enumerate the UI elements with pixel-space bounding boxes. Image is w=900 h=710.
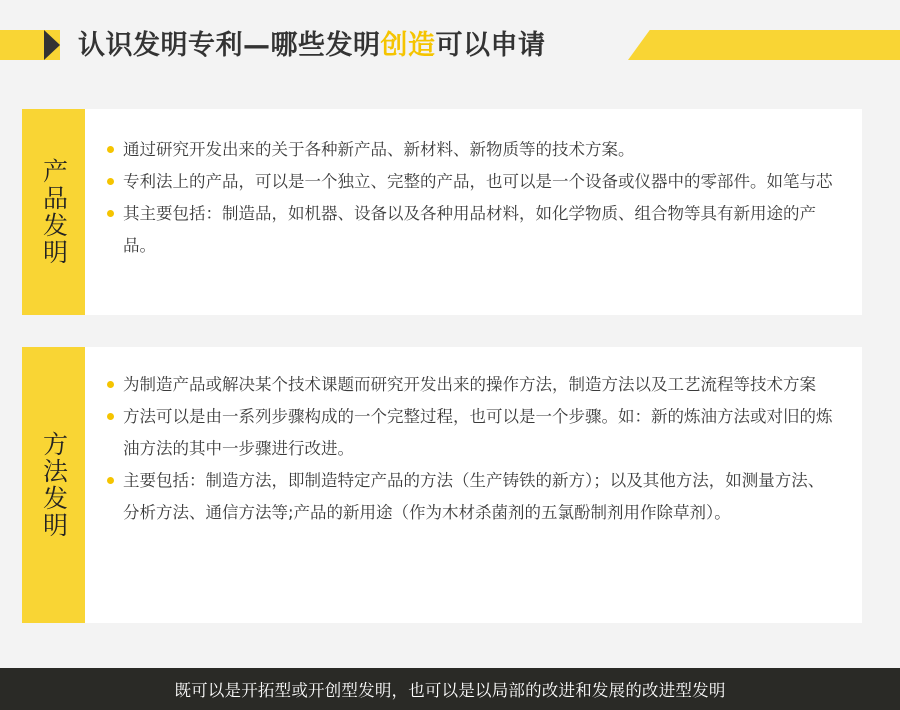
list-item bbox=[107, 166, 840, 198]
list-item-text: 主要包括：制造方法，即制造特定产品的方法（生产铸铁的新方）；以及其他方法，如测量方法、分析方法、通信方法等;产品的新用途（作为木材杀菌剂的五氯酚制剂用作除草剂）。 bbox=[123, 471, 825, 522]
method-invention-card bbox=[22, 347, 862, 623]
list-item bbox=[107, 134, 840, 166]
list-item bbox=[107, 369, 840, 401]
list-item bbox=[107, 401, 840, 465]
bullet-dot-icon bbox=[107, 178, 114, 185]
bullet-dot-icon bbox=[107, 146, 114, 153]
method-invention-list bbox=[107, 369, 840, 529]
bullet-dot-icon bbox=[107, 477, 114, 484]
method-invention-content bbox=[85, 347, 862, 623]
product-invention-content bbox=[85, 109, 862, 315]
footer-text: 既可以是开拓型或开创型发明，也可以是以局部的改进和发展的改进型发明 bbox=[174, 681, 726, 700]
list-item-text: 方法可以是由一系列步骤构成的一个完整过程，也可以是一个步骤。如：新的炼油方法或对旧的炼油方法的其中一步骤进行改进。 bbox=[123, 407, 833, 458]
method-invention-label-block bbox=[22, 347, 85, 623]
bullet-dot-icon bbox=[107, 210, 114, 217]
title-part2: 可以申请 bbox=[435, 30, 546, 61]
product-invention-label-block bbox=[22, 109, 85, 315]
list-item-text: 为制造产品或解决某个技术课题而研究开发出来的操作方法，制造方法以及工艺流程等技术方案 bbox=[123, 375, 816, 394]
footer-banner bbox=[0, 668, 900, 710]
header-right-accent-bar bbox=[628, 30, 900, 60]
title-part1: 认识发明专利—哪些发明 bbox=[78, 30, 381, 61]
page-title bbox=[78, 26, 546, 66]
product-invention-label: 产品发明 bbox=[39, 158, 69, 266]
list-item bbox=[107, 198, 840, 262]
title-highlight: 创造 bbox=[380, 30, 436, 61]
list-item-text: 专利法上的产品，可以是一个独立、完整的产品，也可以是一个设备或仪器中的零部件。如笔与芯 bbox=[123, 172, 833, 191]
list-item-text: 其主要包括：制造品，如机器、设备以及各种用品材料，如化学物质、组合物等具有新用途的产品。 bbox=[123, 204, 816, 255]
product-invention-list bbox=[107, 134, 840, 262]
list-item-text: 通过研究开发出来的关于各种新产品、新材料、新物质等的技术方案。 bbox=[123, 140, 635, 159]
product-invention-card bbox=[22, 109, 862, 315]
bullet-dot-icon bbox=[107, 381, 114, 388]
list-item bbox=[107, 465, 840, 529]
method-invention-label: 方法发明 bbox=[39, 431, 69, 539]
bullet-dot-icon bbox=[107, 413, 114, 420]
